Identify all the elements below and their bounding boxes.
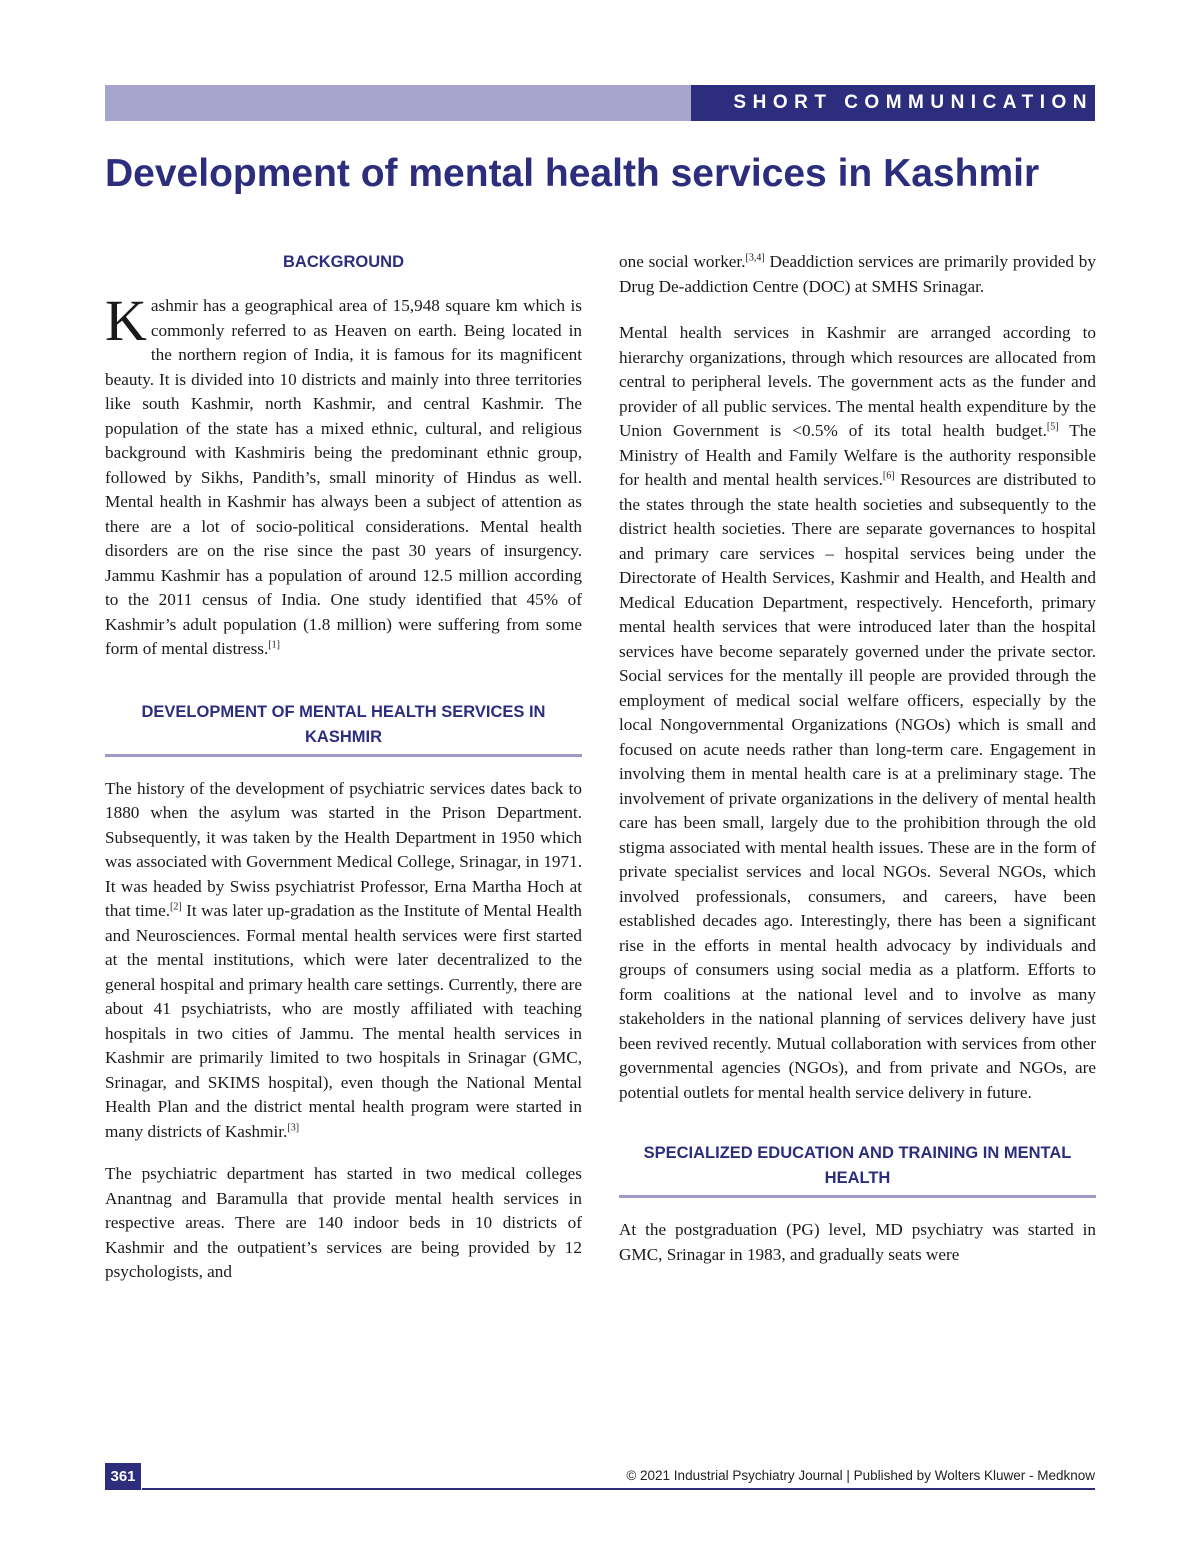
citation[interactable]: [5] [1046, 421, 1059, 433]
article-title: Development of mental health services in Kashmir [105, 152, 1040, 195]
section-heading-specialized: SPECIALIZED EDUCATION AND TRAINING IN MENTAL HEALTH [619, 1141, 1096, 1198]
footer-rule [142, 1488, 1095, 1490]
section-heading-development: DEVELOPMENT OF MENTAL HEALTH SERVICES IN KASHMIR [105, 700, 582, 757]
citation[interactable]: [1] [268, 639, 280, 651]
specialized-paragraph-1: At the postgraduation (PG) level, MD psychiatry was started in GMC, Srinagar in 1983, and gradually seats were [619, 1220, 1096, 1264]
development-text-3c: Resources are distributed to the states through the state health societies and subsequently to the district health societies. There are separate governances to hospital and primary care services – hospital services being under the Directorate of Health Services, Kashmir and Health, and Health and Medical Education Department, respectively. Henceforth, primary mental health services that were introduced later than the hospital services have become separately governed under the private sector. Social services for the mentally ill people are provided through the employment of medical social welfare officers, especially by the local Nongovernmental Organizations (NGOs) which is small and focused on acute needs rather than long-term care. Engagement in involving them in mental health care is at a preliminary stage. The involvement of private organizations in the delivery of mental health care has been small, largely due to the prohibition through the old stigma associated with mental health issues. These are in the form of private specialist services and local NGOs. Several NGOs, which involved professionals, consumers, and careers, have been established decades ago. Interestingly, there has been a significant rise in the efforts in mental health advocacy by individuals and groups of consumers using social media as a platform. Efforts to form coalitions at the national level and to involve as many stakeholders in the national planning of services delivery have just been revived recently. Mutual collaboration with services from other governmental agencies (NGOs), and from private and NGOs, are potential outlets for mental health service delivery in future. [619, 470, 1096, 1102]
development-paragraph-2-continued [619, 250, 1096, 299]
citation[interactable]: [6] [882, 470, 895, 482]
citation[interactable]: [3] [287, 1121, 300, 1133]
right-column [619, 250, 1096, 1267]
development-text-3a: Mental health services in Kashmir are arranged according to hierarchy organizations, through which resources are allocated from central to peripheral levels. The government acts as the funder and provider of all public services. The mental health expenditure by the Union Government is <0.5% of its total health budget. [619, 323, 1096, 440]
background-text: ashmir has a geographical area of 15,948 square km which is commonly referred to as Heaven on earth. Being located in the northern region of India, it is famous for its magnificent beauty. It is divided into 10 districts and mainly into three territories like south Kashmir, north Kashmir, and central Kashmir. The population of the state has a mixed ethnic, cultural, and religious background with Kashmiris being the predominant ethnic group, followed by Sikhs, Pandith’s, small minority of Hindus as well. Mental health in Kashmir has always been a subject of attention as there are a lot of socio-political considerations. Mental health disorders are on the rise since the past 30 years of insurgency. Jammu Kashmir has a population of around 12.5 million according to the 2011 census of India. One study identified that 45% of Kashmir’s adult population (1.8 million) were suffering from some form of mental distress. [105, 296, 582, 658]
development-paragraph-1 [105, 777, 582, 1145]
citation[interactable]: [3,4] [745, 252, 765, 264]
development-text-1a: The history of the development of psychiatric services dates back to 1880 when the asylum was started in the Prison Department. Subsequently, it was taken by the Health Department in 1950 which was associated with Government Medical College, Srinagar, in 1971. It was headed by Swiss psychiatrist Professor, Erna Martha Hoch at that time. [105, 778, 582, 920]
development-paragraph-2: The psychiatric department has started in two medical colleges Anantnag and Baramulla that provide mental health services in respective areas. There are 140 indoor beds in 10 districts of Kashmir and the outpatient’s services are being provided by 12 psychologists, and [105, 1164, 582, 1281]
development-paragraph-3 [619, 321, 1096, 1105]
section-heading-background: BACKGROUND [283, 253, 404, 271]
development-text-3b: The Ministry of Health and Family Welfare is the authority responsible for health and mental health services. [619, 421, 1096, 489]
continued-text-a: one social worker. [619, 252, 746, 271]
page-number: 361 [105, 1463, 141, 1490]
article-category: SHORT COMMUNICATION [691, 85, 1095, 121]
background-paragraph [105, 288, 582, 662]
citation[interactable]: [2] [170, 901, 182, 913]
footer-journal-credit: © 2021 Industrial Psychiatry Journal | Published by Wolters Kluwer - Medknow [626, 1468, 1095, 1483]
development-text-1b: It was later up-gradation as the Institute of Mental Health and Neurosciences. Formal mental health services were first started at the mental institutions, which were later decentralized to the general hospital and primary health care settings. Currently, there are about 41 psychiatrists, who are mostly affiliated with teaching hospitals in two cities of Jammu. The mental health services in Kashmir are primarily limited to two hospitals in Srinagar (GMC, Srinagar, and SKIMS hospital), even though the National Mental Health Plan and the district mental health program were started in many districts of Kashmir. [105, 901, 582, 1141]
continued-text-b: Deaddiction services are primarily provided by Drug De-addiction Centre (DOC) at SMHS Srinagar. [619, 252, 1096, 296]
left-column [105, 250, 582, 1285]
drop-cap: K [105, 288, 147, 353]
header-band [105, 85, 1095, 121]
